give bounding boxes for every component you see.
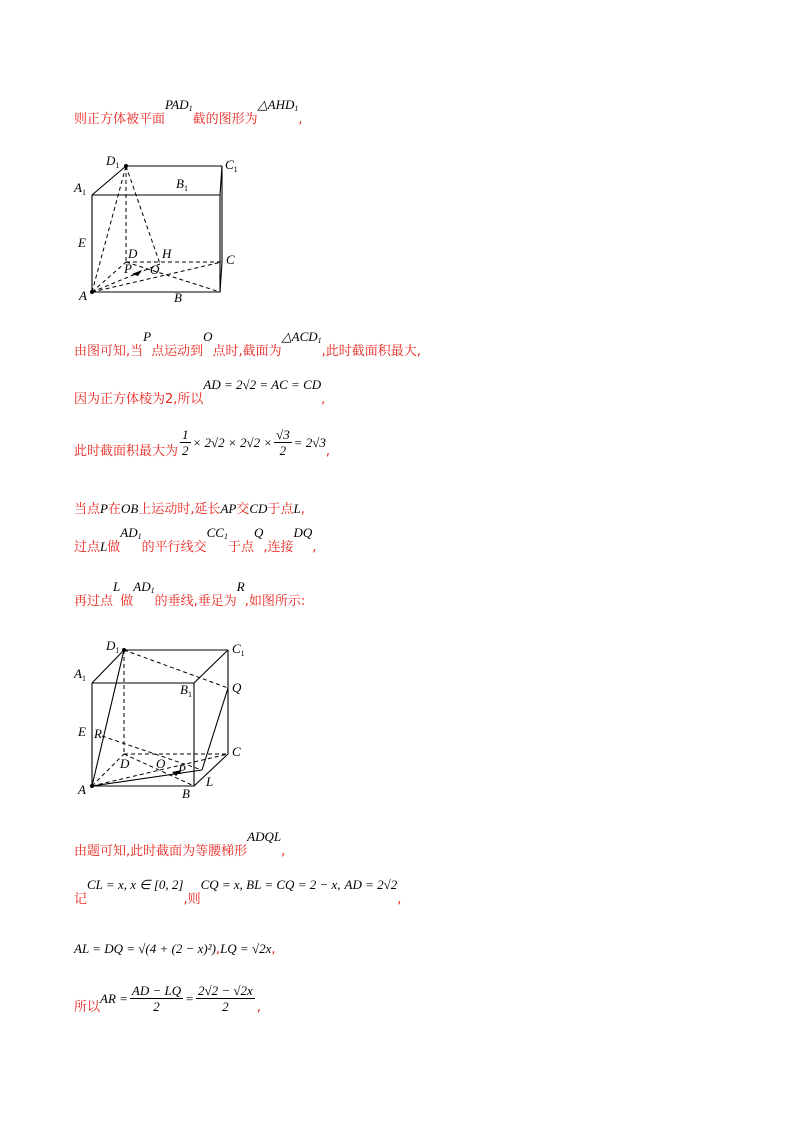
text: ,如图所示: — [244, 594, 306, 609]
math-triangle-ahd1: △AHD1 — [257, 97, 299, 113]
math: ACD — [291, 329, 318, 344]
denominator: 2 — [222, 999, 229, 1014]
math-d1q — [294, 525, 313, 540]
line-5 — [74, 500, 305, 516]
denominator: 2 — [153, 999, 160, 1014]
label-a1: $A_1$ — [74, 666, 86, 683]
label-e: E — [78, 235, 86, 250]
text: 当点 — [74, 502, 101, 517]
numerator: 1 — [182, 427, 189, 442]
text: 交 — [236, 502, 250, 517]
label-p: P — [124, 261, 132, 276]
math: AHD — [267, 97, 295, 112]
label-o: O — [150, 262, 160, 277]
line-3 — [74, 377, 326, 407]
label-d1: $D_1$ — [106, 153, 120, 170]
text: 再过点 — [74, 594, 114, 609]
line-6 — [74, 525, 317, 555]
math: AD — [133, 579, 151, 594]
text: , — [298, 112, 303, 127]
text: 过点 — [74, 540, 101, 555]
text: ,连接 — [263, 540, 294, 555]
text: 则正方体被平面 — [74, 112, 166, 127]
label-r: R — [94, 726, 102, 741]
label-d: D — [128, 246, 138, 261]
text: , — [281, 844, 286, 859]
text: , — [256, 1000, 261, 1015]
math-cd: CD — [249, 501, 268, 516]
label-d1: $D_1$ — [106, 640, 120, 655]
text: 于点 — [267, 502, 294, 517]
fraction — [196, 984, 255, 1013]
text: 由图可知,当 — [74, 344, 144, 359]
math-l: L — [100, 539, 108, 554]
math-cc1: CC1 — [206, 525, 228, 541]
label-a: A — [79, 288, 87, 302]
label-b1: $B_1$ — [176, 176, 188, 193]
text: ,则 — [183, 892, 201, 907]
label-c: C — [226, 252, 235, 267]
text: , — [325, 444, 331, 459]
label-c: C — [232, 744, 241, 759]
label-d: D — [120, 756, 130, 771]
math-ad1: AD1 — [133, 579, 155, 595]
text: 的垂线,垂足为 — [154, 594, 237, 609]
text: 于点 — [227, 540, 254, 555]
fraction — [180, 428, 191, 457]
text: 因为正方体棱为2,所以 — [74, 392, 204, 407]
math-equation: AD = 2√2 = AC = CD — [203, 377, 322, 392]
denominator: 2 — [279, 443, 287, 458]
cube-figure-2 — [72, 640, 252, 810]
text: 此时截面积最大为 — [74, 444, 179, 459]
math-acd1: △ACD1 — [281, 329, 322, 345]
label-q: Q — [232, 680, 242, 695]
text: , — [321, 392, 326, 407]
text: 截的图形为 — [192, 112, 258, 127]
math: = — [185, 991, 194, 1006]
math-q: Q — [253, 525, 264, 540]
line-7 — [74, 579, 306, 609]
text: 由题可知,此时截面为等腰梯形 — [74, 844, 248, 859]
math-r: R — [236, 579, 245, 594]
text: 点时,截面为 — [212, 344, 282, 359]
math: PAD — [165, 97, 189, 112]
label-c1: $C_1$ — [225, 157, 238, 174]
fraction — [130, 984, 183, 1013]
line-4 — [74, 427, 331, 465]
math-ad1: AD = 2√2 — [344, 877, 398, 892]
math-ad1: AD1 — [120, 525, 142, 541]
math-o: O — [203, 329, 213, 344]
math: AR = — [100, 991, 128, 1006]
math-l: L — [293, 501, 301, 516]
line-2 — [74, 329, 421, 359]
math-ob: OB — [120, 501, 139, 516]
label-e: E — [78, 724, 86, 739]
math-pad1: PAD1 — [165, 97, 193, 113]
text: 在 — [107, 502, 121, 517]
line-10 — [74, 940, 276, 956]
math-p: P — [143, 329, 152, 344]
text: , — [271, 942, 276, 957]
text: , — [215, 942, 221, 957]
label-p: P — [178, 762, 186, 777]
math: × 2√2 × 2√2 × — [192, 435, 273, 450]
math-l: L — [113, 579, 121, 594]
label-b1: $B_1$ — [180, 682, 192, 699]
math: DQ — [293, 525, 313, 540]
line-11 — [74, 983, 261, 1021]
math: = 2√3 — [293, 435, 326, 450]
math-cl: CL = x, x ∈ [0, 2] — [87, 877, 184, 892]
line-1 — [74, 97, 303, 127]
text: 做 — [107, 540, 121, 555]
label-l: L — [206, 774, 214, 789]
text: 点运动到 — [151, 344, 204, 359]
label-a: A — [78, 782, 86, 797]
cube-figure-1 — [70, 152, 250, 302]
text: , — [397, 892, 402, 907]
numerator: √3 — [276, 427, 290, 442]
math: AD — [120, 525, 138, 540]
label-b: B — [174, 290, 182, 302]
text: 上运动时,延长 — [138, 502, 221, 517]
fraction — [274, 428, 292, 457]
math-lq: LQ = √2x — [220, 941, 272, 956]
label-a1: $A_1$ — [74, 180, 86, 197]
math-ap: AP — [220, 501, 237, 516]
numerator: 2√2 − √2x — [197, 983, 253, 998]
math-p: P — [100, 501, 108, 516]
label-h: H — [162, 246, 172, 261]
label-o: O — [156, 756, 166, 771]
math: CC — [206, 525, 224, 540]
numerator: AD − LQ — [131, 983, 182, 998]
text: 的平行线交 — [141, 540, 207, 555]
text: 所以 — [74, 1000, 101, 1015]
text: , — [312, 540, 317, 555]
text: 做 — [120, 594, 134, 609]
math-ad1ql: ADQL — [247, 829, 282, 844]
label-c1: $C_1$ — [232, 641, 245, 658]
text: , — [300, 502, 305, 517]
text: ,此时截面积最大, — [321, 344, 421, 359]
math-al: AL = DQ = √(4 + (2 − x)²) — [74, 941, 216, 956]
label-b: B — [182, 786, 190, 801]
line-8 — [74, 829, 286, 859]
text: 记 — [74, 892, 88, 907]
math-cq: CQ = x, BL = CQ = 2 − x, — [200, 877, 341, 892]
denominator: 2 — [182, 443, 189, 458]
